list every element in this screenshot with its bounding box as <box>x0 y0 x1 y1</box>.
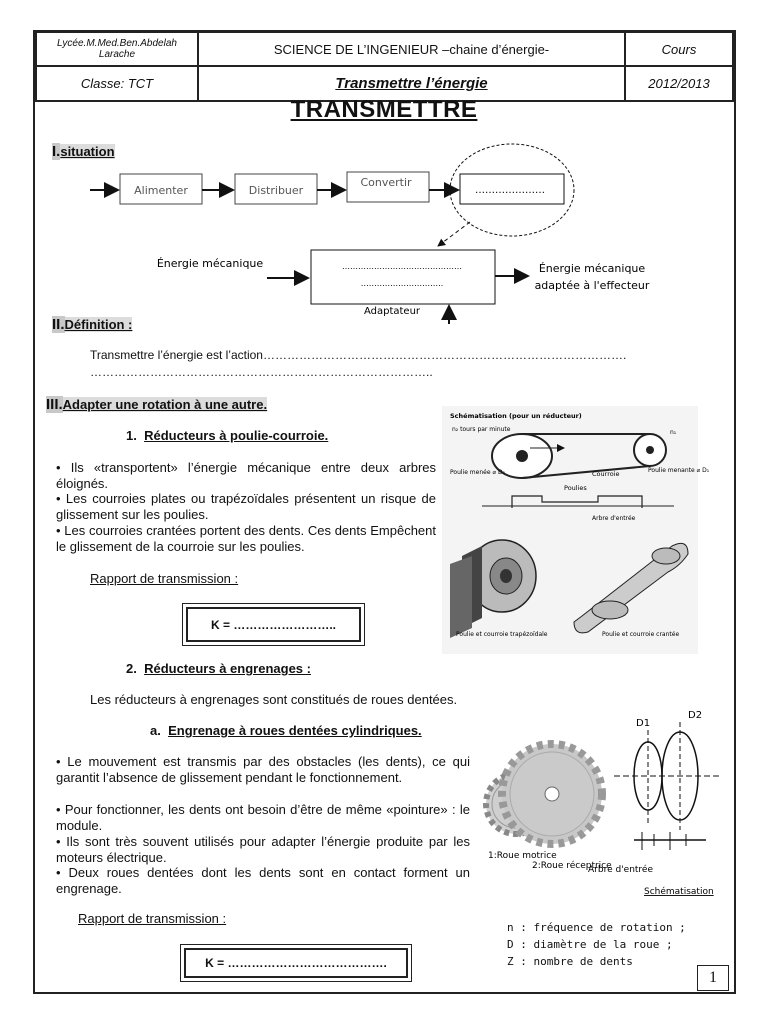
adapter-line-2: …………………………. <box>360 279 444 288</box>
pulley-driving-label: Poulie menante ⌀ D₁ <box>648 467 710 474</box>
subsection-1-title: Réducteurs à poulie-courroie. <box>144 428 329 443</box>
page-number: 1 <box>697 965 729 991</box>
subsection-2-heading <box>126 661 311 676</box>
section-3-heading <box>46 396 267 413</box>
section-3-label: Adapter une rotation à une autre. <box>62 397 268 412</box>
definition-line-1: Transmettre l’énergie est l’action………………………………………………………………………………. <box>90 348 627 362</box>
subsection-2-number: 2. <box>126 661 137 676</box>
adapter-block <box>311 250 495 304</box>
gear-d2-label: D2 <box>688 710 703 721</box>
rapport-label-2: Rapport de transmission : <box>78 911 227 926</box>
gear-shaft-label: Arbre d'entrée <box>588 865 654 875</box>
ratio-formula-1: K = …………………….. <box>186 607 361 642</box>
gear-wheel-2-label: 2:Roue réceptrice <box>532 861 612 871</box>
subsection-2-title: Réducteurs à engrenages : <box>144 661 311 676</box>
block-alimenter-label: Alimenter <box>134 184 188 197</box>
subsection-2a-title: Engrenage à roues dentées cylindriques. <box>168 723 422 738</box>
pulley-n2-label: n₂ tours par minute <box>452 426 511 433</box>
pulley-pulleys-label: Poulies <box>564 484 587 492</box>
pulley-bullet-1: • Ils «transportent» l’énergie mécanique entre deux arbres éloignés. <box>56 460 436 491</box>
ratio-box-1 <box>182 603 365 646</box>
pulley-belt-label: Courroie <box>592 470 620 478</box>
school-name: Lycée.M.Med.Ben.Abdelah Larache <box>36 32 198 66</box>
pulley-driven-label: Poulie menée ⌀ D₂ <box>450 469 505 476</box>
subsection-1-number: 1. <box>126 428 137 443</box>
school-year: 2012/2013 <box>625 66 733 101</box>
main-title: TRANSMETTRE <box>290 96 478 123</box>
ratio-box-2 <box>180 944 412 982</box>
gear-bullet-2: • Pour fonctionner, les dents ont besoin d’être de même «pointure» : le module. <box>56 802 470 833</box>
section-2-number: II. <box>52 316 65 333</box>
pulley-shaft-label: Arbre d'entrée <box>592 515 636 522</box>
gear-bullet-4: • Deux roues dentées dont les dents sont en contact forment un engrenage. <box>56 865 470 896</box>
pulley-bullet-2: • Les courroies plates ou trapézoïdales présentent un risque de glissement sur les poulies. <box>56 491 436 522</box>
pulley-belt-figure <box>442 406 710 654</box>
definition-line-2: ………………………………………………………………………….. <box>90 365 433 379</box>
pulley-figure-title: Schématisation (pour un réducteur) <box>450 412 582 420</box>
lesson-title: Transmettre l’énergie <box>198 66 625 101</box>
section-1-number: I. <box>52 143 61 160</box>
adapter-label: Adaptateur <box>363 306 421 317</box>
energy-chain-diagram <box>0 0 768 340</box>
subsection-2a-heading <box>150 723 422 738</box>
driven-gear <box>502 744 602 844</box>
adapter-line-1: ……………………………………… <box>342 262 462 271</box>
section-2-heading <box>52 316 132 333</box>
gear-bullet-3: • Ils sont très souvent utilisés pour adapter l’énergie produite par les moteurs électrique. <box>56 834 470 865</box>
legend <box>507 919 686 970</box>
block-transmettre-placeholder: ………………… <box>475 185 545 196</box>
class-name: Classe: TCT <box>36 66 198 101</box>
block-convertir-label: Convertir <box>360 176 412 189</box>
gear-d1-label: D1 <box>636 718 651 729</box>
subsection-1-heading <box>126 428 328 443</box>
gear-wheel-1-label: 1:Roue motrice <box>488 851 557 861</box>
subsection-2a-number: a. <box>150 723 161 738</box>
output-energy-label-2: adaptée à l'effecteur <box>534 279 650 292</box>
caption-toothed: Poulie et courroie crantée <box>602 631 680 638</box>
section-1-label: situation <box>60 144 115 159</box>
caption-trapezoidal: Poulie et courroie trapézoïdale <box>456 631 548 638</box>
section-3-number: III. <box>46 396 63 413</box>
output-energy-label-1: Énergie mécanique <box>538 262 646 275</box>
legend-d: D : diamètre de la roue ; <box>507 938 673 951</box>
legend-n: n : fréquence de rotation ; <box>507 921 686 934</box>
gear-figure <box>484 700 724 915</box>
pulley-bullet-3: • Les courroies crantées portent des dents. Ces dents Empêchent le glissement de la courroie sur les poulies. <box>56 523 436 554</box>
section-2-label: Définition : <box>64 317 133 332</box>
input-energy-label: Énergie mécanique <box>156 257 264 270</box>
pulley-n1-label: n₁ <box>670 429 677 436</box>
ratio-formula-2: K = …………………………………. <box>184 948 408 978</box>
gear-intro: Les réducteurs à engrenages sont constitués de roues dentées. <box>90 692 458 707</box>
gear-schema-label: Schématisation <box>644 887 714 897</box>
legend-z: Z : nombre de dents <box>507 955 633 968</box>
rapport-label-1: Rapport de transmission : <box>90 571 239 586</box>
block-distribuer-label: Distribuer <box>248 184 304 197</box>
document-type: Cours <box>625 32 733 66</box>
subject: SCIENCE DE L’INGENIEUR –chaine d’énergie- <box>198 32 625 66</box>
gear-bullet-1: • Le mouvement est transmis par des obstacles (les dents), ce qui garantit l’absence de glissement pendant le fonctionnement. <box>56 754 470 785</box>
